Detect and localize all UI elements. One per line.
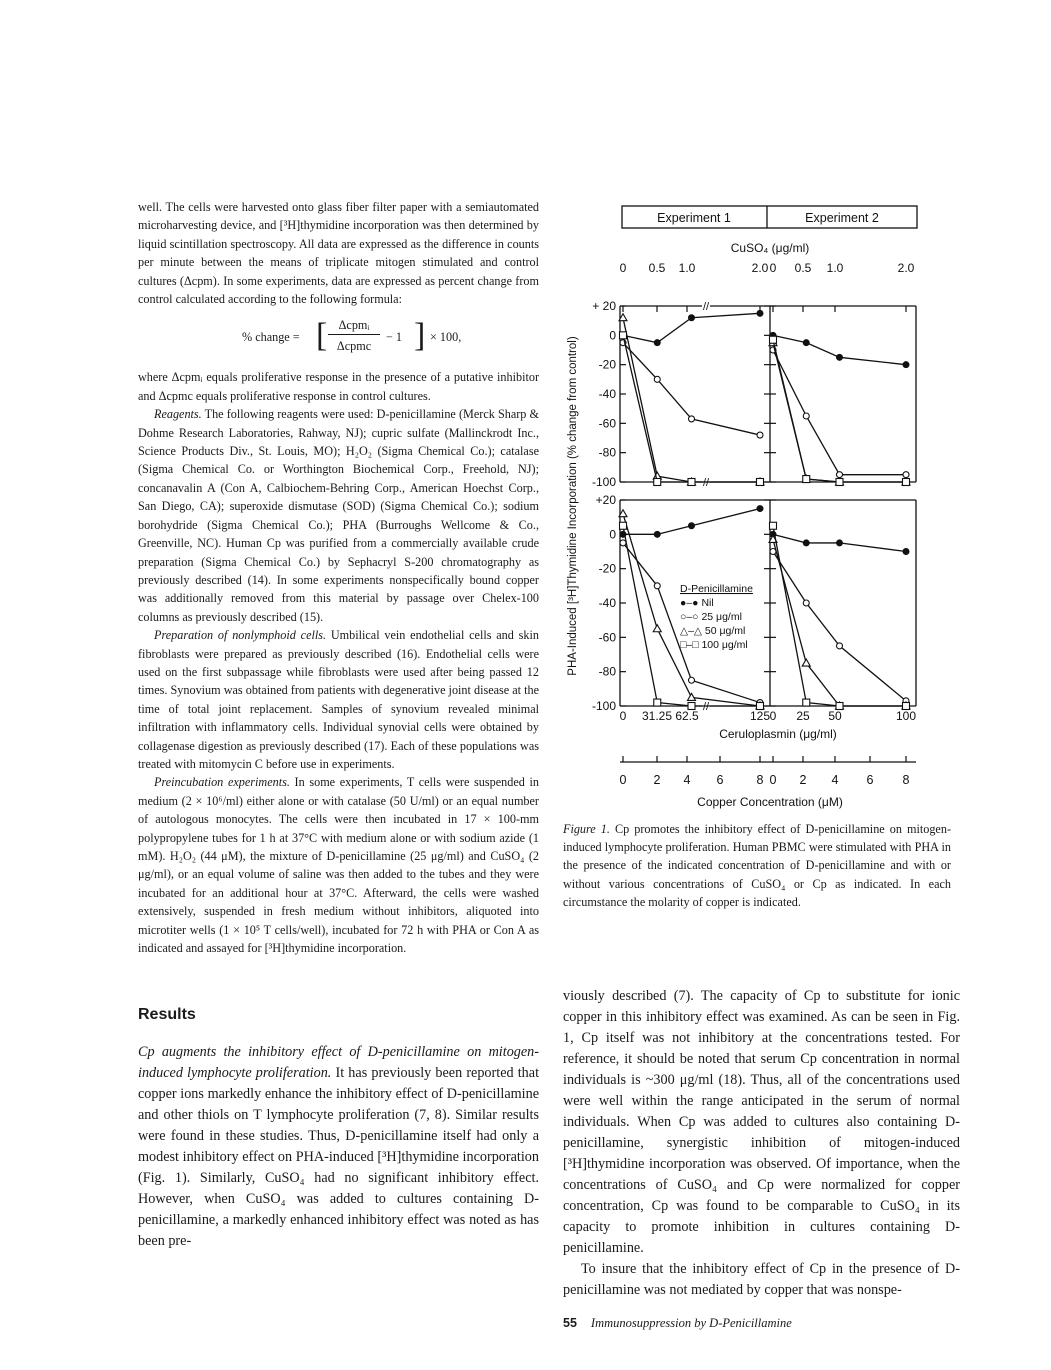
series-line-square: [623, 335, 760, 482]
cuso4-tick-exp1: 0.5: [648, 261, 666, 275]
series-line-open-circle: [773, 350, 906, 475]
nonlymphoid-body: Umbilical vein endothelial cells and skin fibroblasts were prepared as previously described (16). Endothelial cells were used on the first subpassage while fibroblasts were used after being passed 12 times. Synovium was obtained from patients with degenerative joint disease at the time of total joint replacement. Samples of synovium revealed minimal infiltration with inflammatory cells. Individual synovial cells were obtained by collagenase digestion as previously described (17). Each of these populations was treated with mitomycin C before use in experiments.: [138, 628, 539, 771]
data-point-100: [803, 476, 810, 483]
cuso4-axis-title: CuSO₄ (μg/ml): [730, 241, 810, 255]
running-title: Immunosuppression by D-Penicillamine: [590, 1316, 792, 1330]
reagents-paragraph: [138, 405, 539, 626]
copper-tick-exp2: 8: [902, 773, 910, 787]
y-tick-bottom: 0: [609, 527, 616, 542]
experiment-2-label: Experiment 2: [805, 211, 879, 225]
y-tick-top: + 20: [592, 299, 616, 313]
series-line-triangle: [623, 318, 760, 482]
y-tick-bottom: -40: [598, 596, 616, 610]
legend-title: D-Penicillamine: [680, 583, 753, 595]
y-tick-top: -60: [598, 416, 616, 431]
preincubation-heading: Preincubation experiments.: [154, 775, 290, 790]
y-tick-top: -80: [598, 445, 616, 460]
formula-lhs: % change =: [242, 330, 300, 345]
copper-axis-title: Copper Concentration (μM): [697, 795, 843, 809]
copper-tick-exp2: 2: [799, 773, 807, 787]
data-point-nil: [757, 506, 763, 512]
formula-rhs: × 100,: [430, 330, 462, 345]
formula-minus: − 1: [386, 330, 403, 345]
y-tick-top: -20: [598, 357, 616, 372]
formula-bracket-right: ]: [414, 317, 426, 355]
legend-entry: ○–○ 25 μg/ml: [680, 611, 742, 623]
right-column: [563, 986, 960, 1301]
legend-entry: ●–● Nil: [680, 597, 714, 609]
figure-1-chart: [560, 200, 932, 812]
legend-entry: △–△ 50 μg/ml: [680, 625, 746, 637]
cuso4-tick-exp1: 1.0: [678, 261, 696, 275]
data-point-100: [770, 336, 777, 343]
axis-break-icon: //: [702, 301, 710, 313]
data-point-25: [837, 472, 843, 478]
data-point-100: [757, 479, 764, 486]
right-paragraph-2: To insure that the inhibitory effect of Cp in the presence of D-penicillamine was not mediated by copper that was nonspe-: [563, 1261, 960, 1298]
formula-denominator: Δcpmc: [336, 339, 372, 354]
cuso4-tick-exp2: 2.0: [897, 261, 915, 275]
formula-bracket-left: [: [316, 317, 328, 355]
formula-explanation: where Δcpmᵢ equals proliferative response in the presence of a putative inhibitor and Δcpmc equals proliferative response in control cultures.: [138, 370, 539, 403]
results-subheading: Cp augments the inhibitory effect of D-penicillamine on mitogen-induced lymphocyte proliferation.: [138, 1044, 539, 1081]
data-point-100: [903, 703, 910, 710]
y-tick-bottom: -20: [598, 561, 616, 576]
data-point-nil: [757, 310, 763, 316]
data-point-50: [688, 693, 696, 700]
results-paragraph: [138, 1042, 539, 1252]
right-paragraph-1: viously described (7). The capacity of Cp to substitute for ionic copper in this inhibitory effect was examined. As can be seen in Fig. 1, Cp itself was not inhibitory at the concentrations tested. For reference, it should be noted that serum Cp concentration in normal individuals is ~300 μg/ml (18). Thus, all of the concentrations used were well within the range anticipated in the serum of normal individuals. When Cp was added to cultures also containing D-penicillamine, synergistic inhibition of mitogen-induced [³H]thymidine incorporation was observed. Of importance, when the concentrations of CuSO₄ and Cp were normalized for copper concentration, Cp was found to be comparable to CuSO₄ in its capacity to promote inhibition in cultures containing D-penicillamine.: [563, 988, 960, 1256]
copper-tick-exp1: 2: [653, 773, 661, 787]
cuso4-tick-exp2: 0: [769, 261, 777, 275]
y-tick-bottom: -80: [598, 664, 616, 679]
series-line-open-circle: [773, 552, 906, 701]
data-point-100: [836, 479, 843, 486]
results-body: It has previously been reported that copper ions markedly enhance the inhibitory effect of D-penicillamine and other thiols on T lymphocyte proliferation (7, 8). Similar results were found in these studies. Thus, D-penicillamine itself had only a modest inhibitory effect on PHA-induced [³H]thymidine incorporation (Fig. 1). Similarly, CuSO₄ had no significant inhibitory effect. However, when CuSO₄ was added to cultures containing D-penicillamine, a markedly enhanced inhibitory effect was noted as has been pre-: [138, 1065, 540, 1249]
data-point-100: [688, 703, 695, 710]
results-heading: Results: [138, 1006, 196, 1023]
cp-tick-exp2: 0: [769, 709, 777, 723]
reagents-heading: Reagents.: [154, 407, 202, 422]
cp-tick-exp1: 31.25: [641, 709, 673, 723]
cp-tick-exp1: 0: [619, 709, 627, 723]
data-point-25: [654, 583, 660, 589]
data-point-nil: [654, 340, 660, 346]
data-point-100: [757, 703, 764, 710]
preincubation-body: In some experiments, T cells were suspended in medium (2 × 10⁶/ml) either alone or with catalase (50 U/ml) or an equal number of autologous monocytes. The cells were then incubated in 17 × 100-mm polypropylene tubes for 1 h at 37°C with medium alone or with sodium azide (1 mM). H₂O₂ (44 μM), the mixture of D-penicillamine (25 μg/ml) and CuSO₄ (2 μg/ml), or an equal volume of saline was then added to the tubes and they were incubated for an additional hour at 37°C. Afterward, the cells were washed extensively, suspended in fresh medium without inhibitors, aliquoted into microtiter wells (1 × 10⁵ T cells/well), incubated for 72 h with PHA or Con A as indicated and assayed for [³H]thymidine incorporation.: [138, 775, 539, 956]
copper-tick-exp1: 4: [683, 773, 691, 787]
percent-change-formula: [138, 316, 539, 360]
data-point-25: [803, 600, 809, 606]
data-point-nil: [654, 531, 660, 537]
data-point-nil: [689, 315, 695, 321]
data-point-25: [837, 643, 843, 649]
data-point-nil: [837, 540, 843, 546]
data-point-nil: [803, 540, 809, 546]
y-axis-title: PHA-Induced [³H]Thymidine Incorporation (% change from control): [567, 336, 579, 676]
formula-numerator: Δcpmᵢ: [328, 316, 380, 335]
data-point-25: [620, 540, 626, 546]
data-point-nil: [903, 362, 909, 368]
data-point-50: [802, 659, 810, 666]
y-tick-top: -40: [598, 387, 616, 401]
data-point-25: [689, 416, 695, 422]
copper-tick-exp1: 8: [756, 773, 764, 787]
cp-tick-exp1: 125: [749, 709, 771, 723]
series-line-filled-circle: [623, 509, 760, 535]
cp-axis-title: Ceruloplasmin (μg/ml): [719, 727, 837, 741]
cp-tick-exp2: 50: [828, 709, 842, 723]
data-point-nil: [803, 340, 809, 346]
caption-label: Figure 1.: [563, 822, 610, 836]
y-tick-top: -100: [591, 475, 616, 489]
cuso4-tick-exp2: 0.5: [794, 261, 812, 275]
series-line-square: [773, 340, 906, 482]
legend-entry: □–□ 100 μg/ml: [680, 639, 748, 651]
data-point-nil: [689, 523, 695, 529]
copper-tick-exp1: 0: [619, 773, 627, 787]
methods-paragraph: well. The cells were harvested onto glass fiber filter paper with a semiautomated microharvesting device, and [³H]thymidine incorporation was then determined by liquid scintillation spectroscopy. All data are expressed as the difference in counts per minute between the means of triplicate mitogen stimulated and control cultures (Δcpm). In some experiments, data are expressed as percent change from control calculated according to the following formula:: [138, 200, 539, 307]
data-point-25: [689, 677, 695, 683]
data-point-100: [903, 479, 910, 486]
data-point-nil: [837, 354, 843, 360]
data-point-25: [903, 472, 909, 478]
y-tick-bottom: +20: [595, 493, 616, 507]
cuso4-tick-exp1: 2.0: [751, 261, 769, 275]
cp-tick-exp1: 62.5: [675, 709, 699, 723]
reagents-body: The following reagents were used: D-penicillamine (Merck Sharp & Dohme Research Laboratories, Rahway, NJ); cupric sulfate (Mallinckrodt Inc., Science Products Div., St. Louis, MO); H₂O₂ (Sigma Chemical Co.); catalase (Sigma Chemical Co. or Worthington Biochemical Corp., Freehold, NJ); concanavalin A (Con A, Calbiochem-Behring Corp., American Hoechst Corp., San Diego, CA); superoxide dismutase (SOD) (Sigma Chemical Co.); sodium borohydride (Sigma Chemical Co.); PHA (Burroughs Wellcome & Co., Greenville, NC). Human Cp was purified from a commercially available crude preparation (Sigma Chemical Co.) by Sephacryl S-200 chromatography as previously described (14). In some experiments nonspecifically bound copper was additionally removed from this material by passage over Chelex-100 columns as previously described (15).: [138, 407, 539, 624]
copper-tick-exp2: 0: [769, 773, 777, 787]
y-tick-top: 0: [609, 328, 616, 343]
cp-tick-exp2: 25: [796, 709, 810, 723]
data-point-100: [770, 522, 777, 529]
data-point-50: [653, 625, 661, 632]
axis-break-icon: //: [702, 701, 710, 713]
copper-tick-exp1: 6: [716, 773, 724, 787]
y-tick-bottom: -100: [591, 699, 616, 713]
cp-tick-exp2: 100: [895, 709, 917, 723]
cuso4-tick-exp2: 1.0: [826, 261, 844, 275]
data-point-100: [654, 699, 661, 706]
figure-1: [560, 200, 932, 817]
data-point-100: [836, 703, 843, 710]
cuso4-tick-exp1: 0: [619, 261, 627, 275]
figure-caption: [563, 820, 951, 911]
series-line-triangle: [773, 539, 906, 706]
results-section: [138, 1006, 539, 1252]
nonlymphoid-paragraph: [138, 626, 539, 773]
experiment-1-label: Experiment 1: [657, 211, 731, 225]
data-point-nil: [903, 549, 909, 555]
data-point-100: [803, 699, 810, 706]
data-point-25: [803, 413, 809, 419]
data-point-100: [688, 479, 695, 486]
copper-tick-exp2: 6: [866, 773, 874, 787]
data-point-100: [620, 332, 627, 339]
preincubation-paragraph: [138, 773, 539, 957]
data-point-100: [620, 522, 627, 529]
page-number: 55: [563, 1316, 577, 1330]
data-point-25: [757, 432, 763, 438]
nonlymphoid-heading: Preparation of nonlymphoid cells.: [154, 628, 327, 643]
page-footer: [563, 1316, 792, 1331]
copper-tick-exp2: 4: [831, 773, 839, 787]
left-column: [138, 198, 539, 957]
axis-break-icon: //: [702, 477, 710, 489]
caption-text: Cp promotes the inhibitory effect of D-penicillamine on mitogen-induced lymphocyte proliferation. Human PBMC were stimulated with PHA in the presence of the indicated concentration of D-penicillamine and with or without various concentrations of CuSO₄ or Cp as indicated. In each circumstance the molarity of copper is indicated.: [563, 822, 951, 909]
series-line-triangle: [773, 343, 906, 482]
data-point-25: [654, 376, 660, 382]
y-tick-bottom: -60: [598, 630, 616, 645]
data-point-100: [654, 479, 661, 486]
